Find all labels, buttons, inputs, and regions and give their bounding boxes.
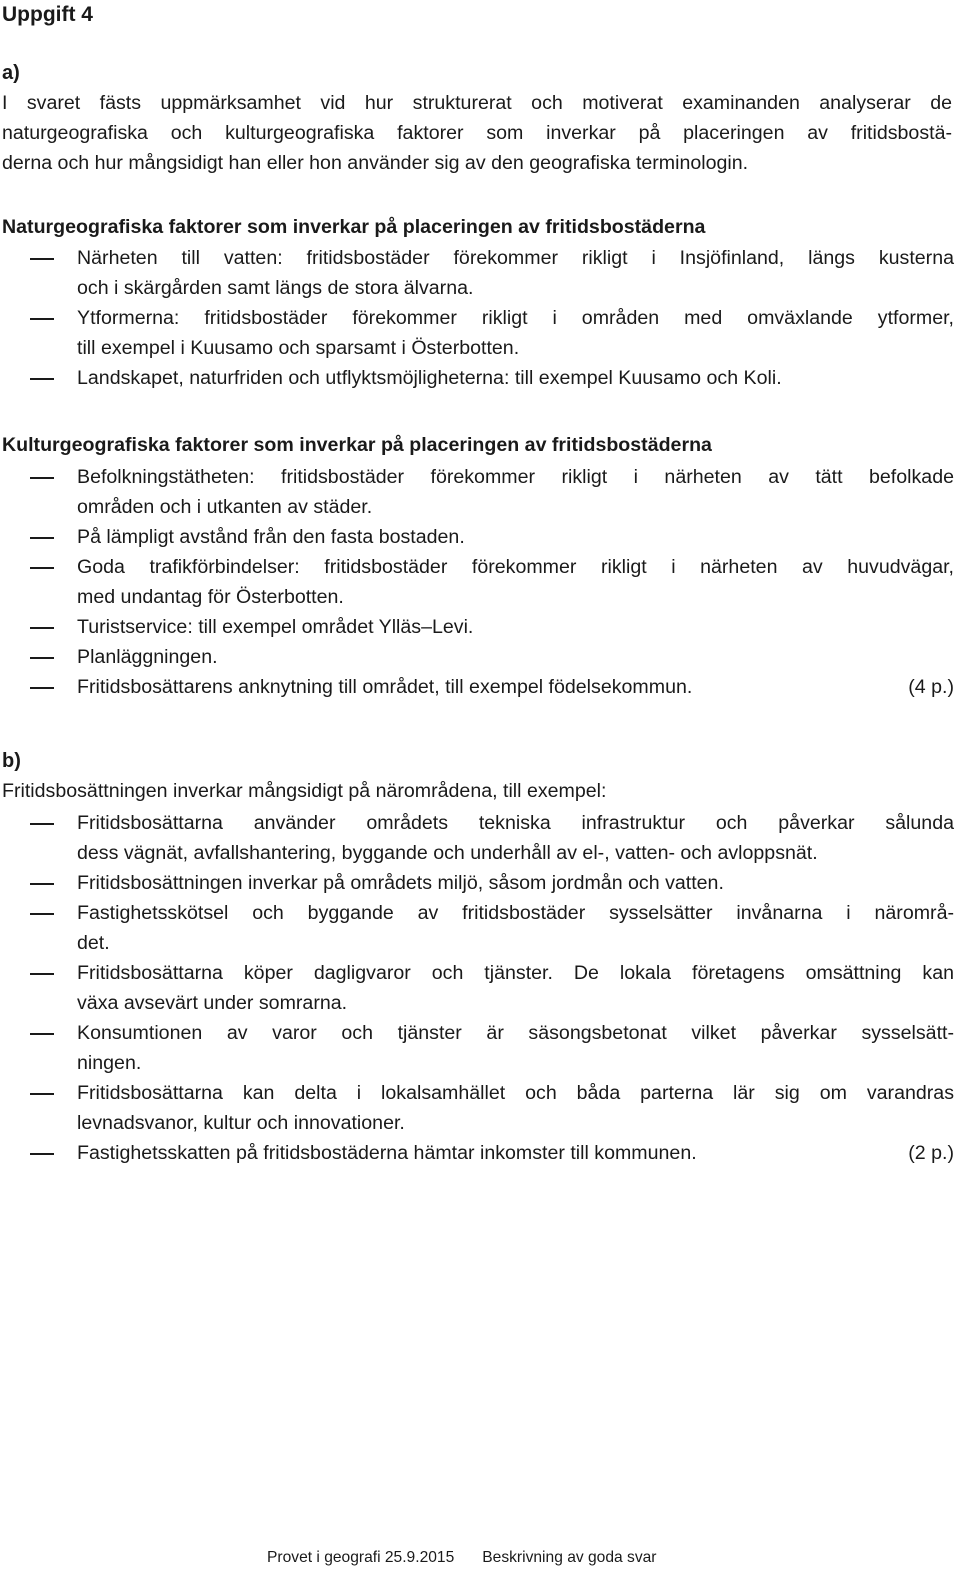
list-item-line: Planläggningen. — [77, 646, 218, 668]
part-b-label: b) — [2, 750, 21, 772]
list-item-line: med undantag för Österbotten. — [77, 586, 344, 608]
natural-factors-heading: Naturgeografiska faktorer som inverkar på placeringen av fritidsbostäderna — [2, 216, 706, 238]
list-item — [2, 868, 954, 898]
list-item — [2, 243, 954, 303]
intro-line: derna och hur mångsidigt han eller hon använder sig av den geografiska terminologin. — [2, 152, 749, 174]
list-item — [2, 1138, 954, 1168]
list-item-line: ningen. — [77, 1052, 142, 1074]
intro-line: Fritidsbosättningen inverkar mångsidigt på närområdena, till exempel: — [2, 780, 607, 802]
list-item-line: Fritidsbosättningen inverkar på områdets miljö, såsom jordmån och vatten. — [77, 872, 724, 894]
natural-factors-list — [2, 243, 954, 393]
list-item-line: Turistservice: till exempel området Ylläs–Levi. — [77, 616, 474, 638]
points-label: (2 p.) — [908, 1142, 954, 1164]
footer-exam-name: Provet i geografi 25.9.2015 — [267, 1549, 455, 1566]
list-item — [2, 462, 954, 522]
list-item-line: På lämpligt avstånd från den fasta bostaden. — [77, 526, 465, 548]
list-item-line: Fritidsbosättarna använder områdets tekniska infrastruktur och påverkar sålunda — [77, 812, 954, 834]
list-item — [2, 303, 954, 363]
list-item-line: till exempel i Kuusamo och sparsamt i Österbotten. — [77, 337, 520, 359]
list-item — [2, 612, 954, 642]
list-item-line: det. — [77, 932, 110, 954]
intro-line: I svaret fästs uppmärksamhet vid hur strukturerat och motiverat examinanden analyserar de — [2, 92, 952, 114]
list-item — [2, 1078, 954, 1138]
list-item — [2, 672, 954, 702]
part-a-intro — [2, 88, 952, 178]
part-a-label: a) — [2, 62, 20, 84]
list-item-line: Närheten till vatten: fritidsbostäder förekommer rikligt i Insjöfinland, längs kusterna — [77, 247, 954, 269]
list-item — [2, 363, 954, 393]
list-item — [2, 808, 954, 868]
page-footer — [267, 1548, 657, 1568]
list-item-line: växa avsevärt under somrarna. — [77, 992, 348, 1014]
list-item-line: Fastighetsskatten på fritidsbostäderna hämtar inkomster till kommunen. — [77, 1142, 697, 1164]
list-item-line: Goda trafikförbindelser: fritidsbostäder förekommer rikligt i närheten av huvudvägar, — [77, 556, 954, 578]
list-item-line: Konsumtionen av varor och tjänster är säsongsbetonat vilket påverkar sysselsätt- — [77, 1022, 954, 1044]
list-item — [2, 1018, 954, 1078]
part-b-intro — [2, 776, 952, 806]
list-item-line: Ytformerna: fritidsbostäder förekommer rikligt i områden med omväxlande ytformer, — [77, 307, 954, 329]
list-item-line: Landskapet, naturfriden och utflyktsmöjligheterna: till exempel Kuusamo och Koli. — [77, 367, 782, 389]
list-item-line: Befolkningstätheten: fritidsbostäder förekommer rikligt i närheten av tätt befolkade — [77, 466, 954, 488]
cultural-factors-list — [2, 462, 954, 702]
cultural-factors-heading: Kulturgeografiska faktorer som inverkar på placeringen av fritidsbostäderna — [2, 434, 712, 456]
list-item — [2, 552, 954, 612]
list-item-line: Fastighetsskötsel och byggande av fritidsbostäder sysselsätter invånarna i närområ- — [77, 902, 954, 924]
list-item-line: levnadsvanor, kultur och innovationer. — [77, 1112, 405, 1134]
list-item — [2, 642, 954, 672]
page-title: Uppgift 4 — [2, 3, 93, 26]
footer-doc-type: Beskrivning av goda svar — [482, 1549, 657, 1566]
list-item-line: Fritidsbosättarens anknytning till området, till exempel födelsekommun. — [77, 676, 693, 698]
list-item-line: områden och i utkanten av städer. — [77, 496, 373, 518]
list-item-line: Fritidsbosättarna kan delta i lokalsamhället och båda parterna lär sig om varandras — [77, 1082, 954, 1104]
list-item — [2, 522, 954, 552]
part-b-list — [2, 808, 954, 1168]
list-item — [2, 898, 954, 958]
list-item-line: dess vägnät, avfallshantering, byggande och underhåll av el-, vatten- och avloppsnät. — [77, 842, 818, 864]
intro-line: naturgeografiska och kulturgeografiska faktorer som inverkar på placeringen av fritidsbostä- — [2, 122, 952, 144]
points-label: (4 p.) — [908, 676, 954, 698]
list-item-line: Fritidsbosättarna köper dagligvaror och tjänster. De lokala företagens omsättning kan — [77, 962, 954, 984]
list-item-line: och i skärgården samt längs de stora älvarna. — [77, 277, 474, 299]
list-item — [2, 958, 954, 1018]
